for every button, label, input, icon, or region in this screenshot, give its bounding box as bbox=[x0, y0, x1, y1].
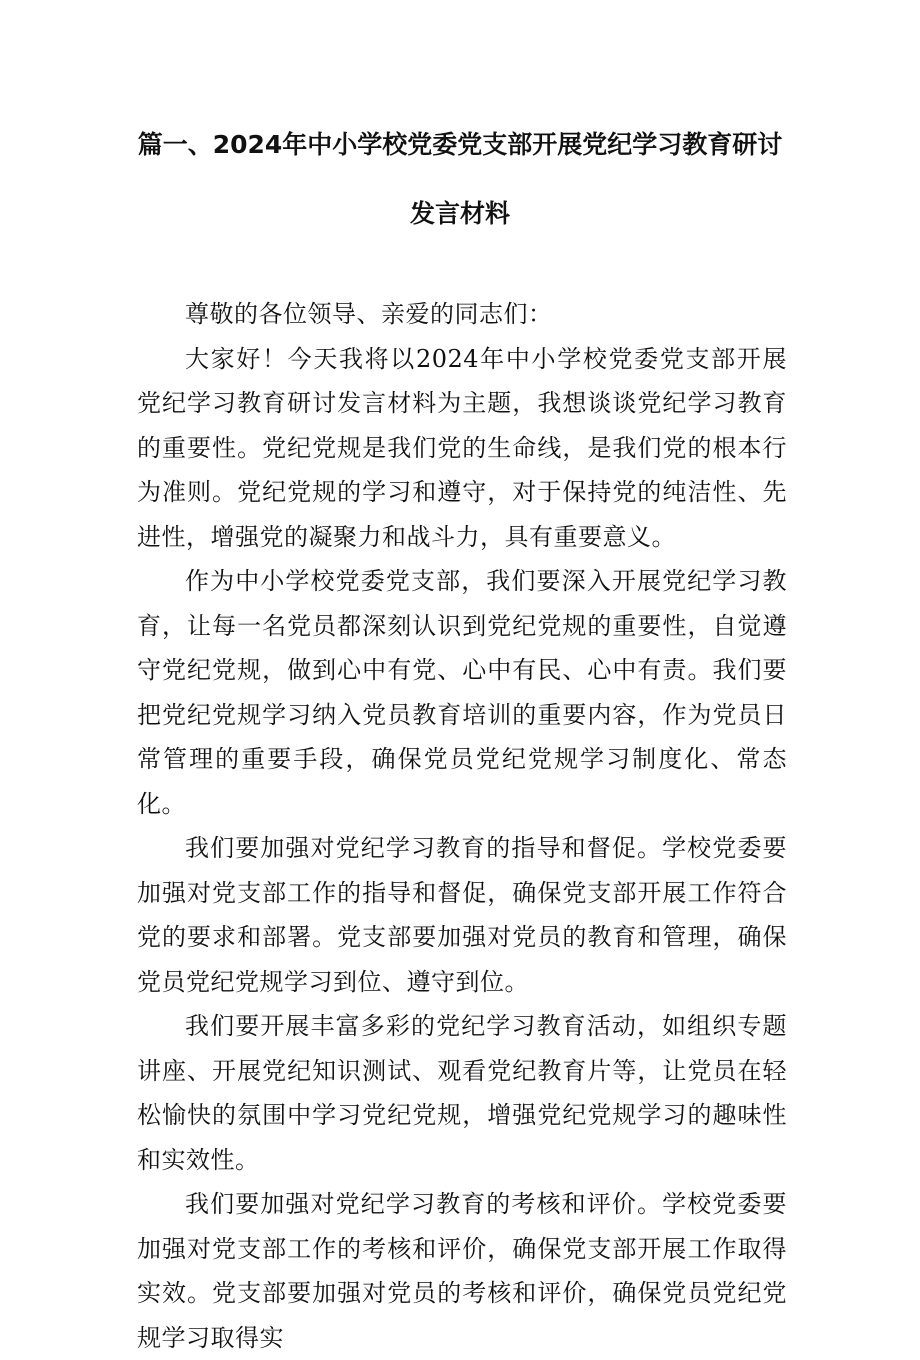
document-title bbox=[0, 128, 920, 231]
title-line-2: 发言材料 bbox=[409, 199, 510, 228]
title-line-1: 篇一、2024年中小学校党委党支部开展党纪学习教育研讨 bbox=[137, 130, 783, 159]
paragraph-2: 作为中小学校党委党支部，我们要深入开展党纪学习教育，让每一名党员都深刻认识到党纪党规的重要性，自觉遵守党纪党规，做到心中有党、心中有民、心中有责。我们要把党纪党规学习纳入党员教育培训的重要内容，作为党员日常管理的重要手段，确保党员党纪党规学习制度化、常态化。 bbox=[137, 567, 787, 818]
paragraph-5: 我们要加强对党纪学习教育的考核和评价。学校党委要加强对党支部工作的考核和评价，确保党支部开展工作取得实效。党支部要加强对党员的考核和评价，确保党员党纪党规学习取得实 bbox=[137, 1190, 787, 1352]
paragraph-salutation: 尊敬的各位领导、亲爱的同志们： bbox=[185, 300, 553, 328]
paragraph-1: 大家好！今天我将以2024年中小学校党委党支部开展党纪学习教育研讨发言材料为主题，我想谈谈党纪学习教育的重要性。党纪党规是我们党的生命线，是我们党的根本行为准则。党纪党规的学习和遵守，对于保持党的纯洁性、先进性，增强党的凝聚力和战斗力，具有重要意义。 bbox=[137, 344, 787, 551]
document-body bbox=[137, 292, 787, 1360]
paragraph-4: 我们要开展丰富多彩的党纪学习教育活动，如组织专题讲座、开展党纪知识测试、观看党纪教育片等，让党员在轻松愉快的氛围中学习党纪党规，增强党纪党规学习的趣味性和实效性。 bbox=[137, 1012, 787, 1174]
paragraph-3: 我们要加强对党纪学习教育的指导和督促。学校党委要加强对党支部工作的指导和督促，确保党支部开展工作符合党的要求和部署。党支部要加强对党员的教育和管理，确保党员党纪党规学习到位、遵守到位。 bbox=[137, 834, 787, 996]
